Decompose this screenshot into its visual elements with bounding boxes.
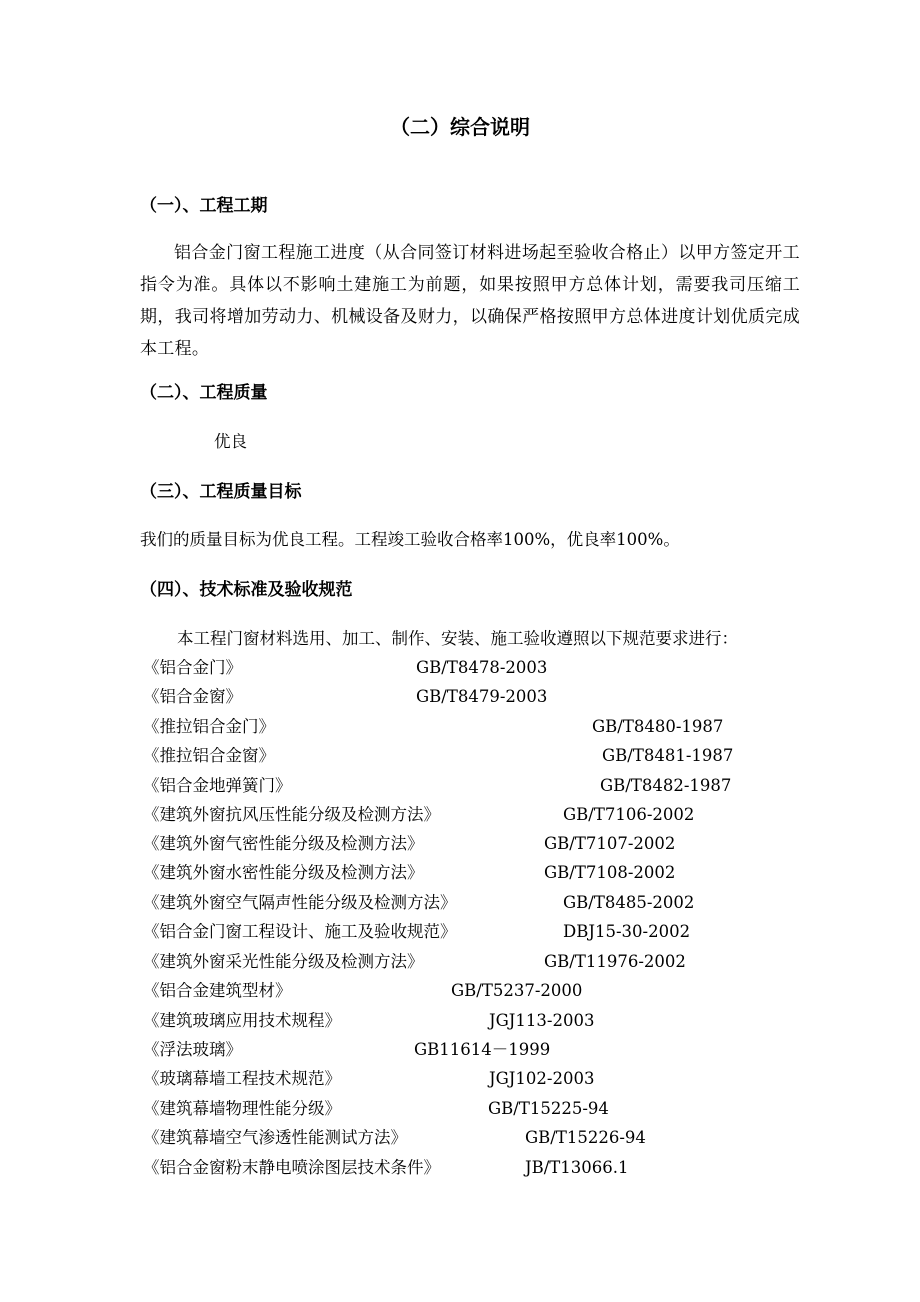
standard-name: 《建筑外窗水密性能分级及检测方法》 <box>143 863 424 882</box>
section-heading-schedule: （一）、工程工期 <box>140 196 268 216</box>
standard-code: GB11614－1999 <box>414 1040 551 1059</box>
standard-name: 《建筑幕墙空气渗透性能测试方法》 <box>143 1128 407 1147</box>
standard-name: 《浮法玻璃》 <box>143 1040 242 1059</box>
standard-code: GB/T8480-1987 <box>592 717 724 736</box>
section-heading-standards: （四）、技术标准及验收规范 <box>140 580 353 600</box>
standard-name: 《铝合金门窗工程设计、施工及验收规范》 <box>143 922 457 941</box>
quality-target-text: 我们的质量目标为优良工程。工程竣工验收合格率100%，优良率100%。 <box>140 530 680 549</box>
standard-code: GB/T8482-1987 <box>600 776 732 795</box>
standard-code: GB/T7107-2002 <box>544 834 676 853</box>
standard-code: JGJ113-2003 <box>489 1011 595 1030</box>
standard-code: GB/T7106-2002 <box>563 805 695 824</box>
standard-code: GB/T8478-2003 <box>416 658 548 677</box>
standard-code: GB/T15226-94 <box>525 1128 646 1147</box>
standard-code: JB/T13066.1 <box>525 1158 629 1177</box>
standard-code: GB/T8479-2003 <box>416 687 548 706</box>
standard-name: 《铝合金门》 <box>143 658 242 677</box>
standard-name: 《建筑玻璃应用技术规程》 <box>143 1011 341 1030</box>
standard-name: 《建筑外窗抗风压性能分级及检测方法》 <box>143 805 440 824</box>
standard-code: GB/T15225-94 <box>488 1099 609 1118</box>
standard-code: JGJ102-2003 <box>489 1069 595 1088</box>
standard-name: 《建筑外窗气密性能分级及检测方法》 <box>143 834 424 853</box>
quality-value: 优良 <box>214 432 247 451</box>
section-heading-quality-target: （三）、工程质量目标 <box>140 482 302 502</box>
standard-name: 《推拉铝合金窗》 <box>143 746 275 765</box>
section-heading-quality: （二）、工程质量 <box>140 383 268 403</box>
standard-name: 《铝合金窗粉末静电喷涂图层技术条件》 <box>143 1158 440 1177</box>
standard-name: 《铝合金地弹簧门》 <box>143 776 292 795</box>
standards-intro: 本工程门窗材料选用、加工、制作、安装、施工验收遵照以下规范要求进行： <box>177 629 738 648</box>
standard-name: 《建筑外窗采光性能分级及检测方法》 <box>143 952 424 971</box>
standard-name: 《建筑幕墙物理性能分级》 <box>143 1099 341 1118</box>
standard-name: 《铝合金建筑型材》 <box>143 981 292 1000</box>
page-title: （二）综合说明 <box>390 115 530 139</box>
standard-code: GB/T11976-2002 <box>544 952 686 971</box>
standard-code: GB/T8485-2002 <box>563 893 695 912</box>
standard-name: 《建筑外窗空气隔声性能分级及检测方法》 <box>143 893 457 912</box>
standard-name: 《铝合金窗》 <box>143 687 242 706</box>
standard-code: GB/T7108-2002 <box>544 863 676 882</box>
standard-code: GB/T5237-2000 <box>451 981 583 1000</box>
standard-name: 《推拉铝合金门》 <box>143 717 275 736</box>
schedule-paragraph: 铝合金门窗工程施工进度（从合同签订材料进场起至验收合格止）以甲方签定开工指令为准。具体以不影响土建施工为前题，如果按照甲方总体计划，需要我司压缩工期，我司将增加劳动力、机械设备及财力，以确保严格按照甲方总体进度计划优质完成本工程。 <box>140 243 800 359</box>
standard-name: 《玻璃幕墙工程技术规范》 <box>143 1069 341 1088</box>
standard-code: GB/T8481-1987 <box>602 746 734 765</box>
standard-code: DBJ15-30-2002 <box>563 922 691 941</box>
